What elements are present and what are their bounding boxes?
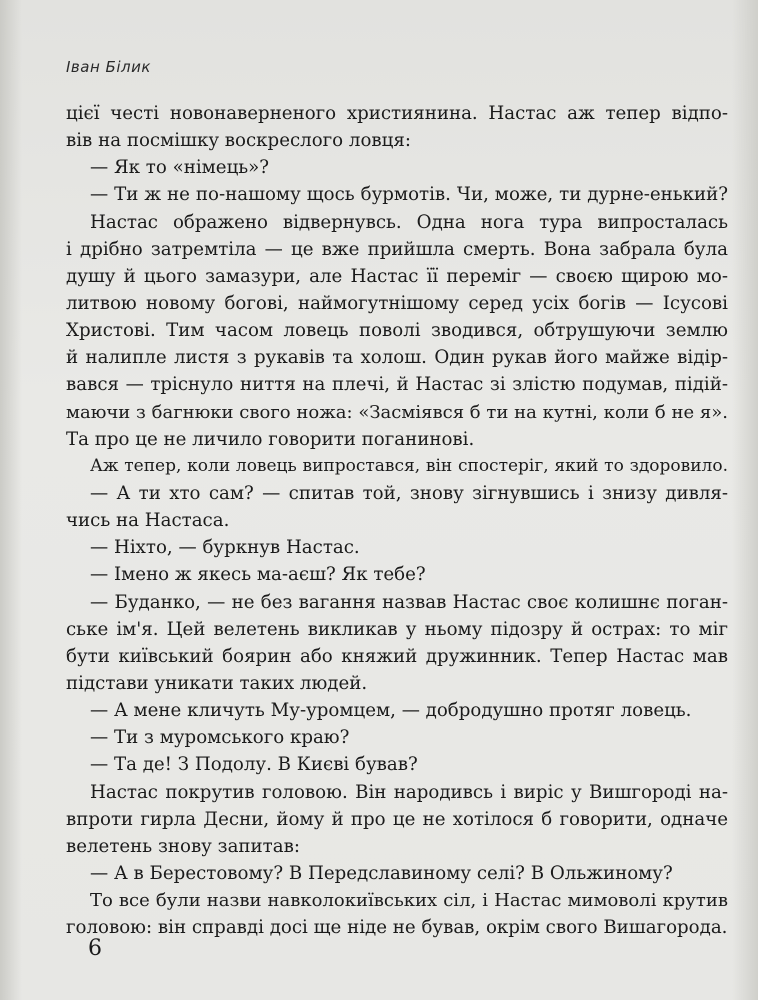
text-line: То все були назви навколокиївських сіл, і Настас мимоволі крутив xyxy=(90,890,728,912)
text-line: впроти гирла Десни, йому й про це не хотілося б говорити, одначе xyxy=(66,808,728,830)
text-line: Христові. Тим часом ловець поволі зводився, обтрушуючи землю xyxy=(66,320,728,342)
text-line: — А в Берестовому? В Передславиному селі? В Ольжиному? xyxy=(90,862,673,884)
text-line: цієї честі новонаверненого християнина. Настас аж тепер відпо- xyxy=(66,103,728,124)
page-gutter-shadow xyxy=(0,0,22,1000)
text-line: чись на Настаса. xyxy=(66,510,230,532)
text-line: — Імено ж якесь ма-аєш? Як тебе? xyxy=(90,564,426,586)
page-edge-shadow xyxy=(732,0,758,1000)
text-line: маючи з багнюки свого ножа: «Засміявся б ти на кутні, коли б не я». xyxy=(66,401,728,423)
text-line: і дрібно затремтіла — це вже прийшла смерть. Вона забрала була xyxy=(66,238,728,260)
text-line: душу й цього замазури, але Настас її переміг — своєю щирою мо- xyxy=(66,265,728,287)
text-line: велетень знову запитав: xyxy=(66,835,300,857)
running-header-author: Іван Білик xyxy=(66,58,151,76)
text-line: Та про це не личило говорити поганинові. xyxy=(66,428,475,450)
text-line: — А ти хто сам? — спитав той, знову зігнувшись і знизу дивля- xyxy=(90,482,728,504)
page-number: 6 xyxy=(88,936,102,961)
text-line: — Ти з муромського краю? xyxy=(90,727,350,749)
text-line: підстави уникати таких людей. xyxy=(66,672,368,694)
text-line: Настас покрутив головою. Він народивсь і виріс у Вишгороді на- xyxy=(90,781,728,803)
text-line: — Буданко, — не без вагання назвав Настас своє колишнє поган- xyxy=(90,591,728,613)
text-line: — Та де! З Подолу. В Києві бував? xyxy=(90,754,418,776)
body-text xyxy=(66,100,728,941)
text-line: Настас ображено відвернувсь. Одна нога тура випросталась xyxy=(90,211,728,233)
text-line: ське ім'я. Цей велетень викликав у ньому підозру й острах: то міг xyxy=(66,618,728,640)
text-line: головою: він справді досі ще ніде не бував, окрім свого Вишагорода. xyxy=(66,917,728,939)
text-line: — А мене кличуть Му-уромцем, — добродушно протяг ловець. xyxy=(90,700,692,722)
text-line: — Ніхто, — буркнув Настас. xyxy=(90,537,360,559)
text-line: вався — тріснуло ниття на плечі, й Настас зі злістю подумав, підій- xyxy=(66,374,728,396)
text-line: бути київський боярин або княжий дружинник. Тепер Настас мав xyxy=(66,645,728,667)
text-line: — Як то «німець»? xyxy=(90,157,270,179)
text-line: й налипле листя з рукавів та холош. Один рукав його майже відір- xyxy=(66,347,728,369)
text-line: — Ти ж не по-нашому щось бурмотів. Чи, може, ти дурне-енький? xyxy=(90,184,728,206)
text-line: Аж тепер, коли ловець випростався, він спостеріг, який то здоровило. xyxy=(90,455,728,476)
text-line: вів на посмішку воскреслого ловця: xyxy=(66,130,411,152)
text-line: литвою новому богові, наймогутнішому серед усіх богів — Ісусові xyxy=(66,292,728,314)
